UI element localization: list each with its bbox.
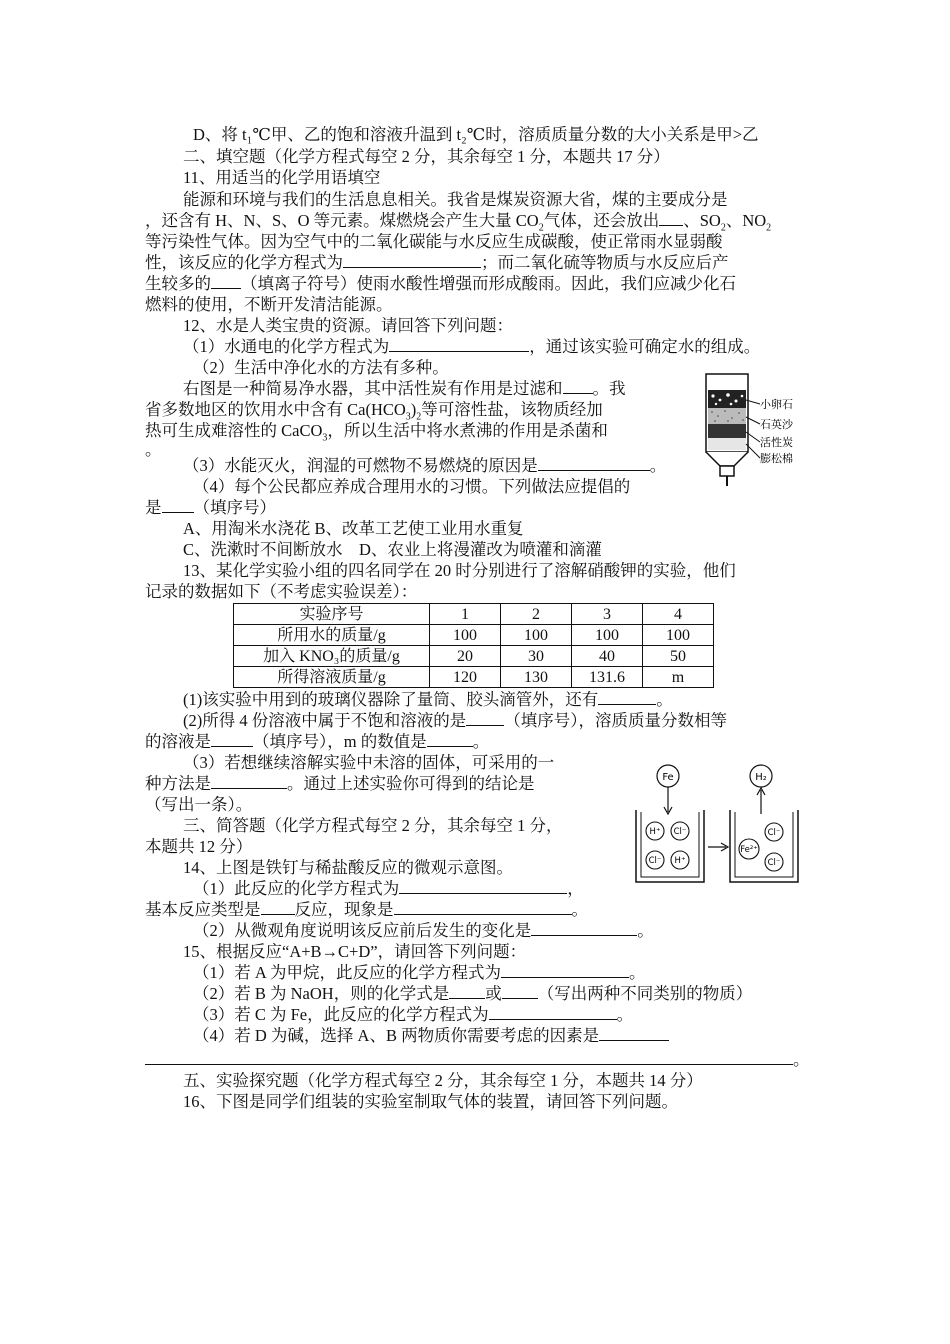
- text-line: 生较多的 （填离子符号）使雨水酸性增强而形成酸雨。因此，我们应减少化石: [145, 274, 736, 293]
- table-cell: 130: [501, 667, 572, 688]
- text-line: 记录的数据如下（不考虑实验误差）：: [145, 582, 418, 601]
- text-line: 等污染性气体。因为空气中的二氧化碳能与水反应生成碳酸，使正常雨水显弱酸: [145, 232, 723, 251]
- text-line: 省多数地区的饮用水中含有 $Ca(HCO_3)_2$等可溶性盐，该物质经加: [145, 400, 603, 423]
- answer-blank[interactable]: [502, 984, 538, 999]
- table-cell: 所得溶液质量/g: [234, 667, 430, 688]
- text-line: ，还含有 H、N、S、O 等元素。煤燃烧会产生大量 $CO_2$气体，还会放出 、$SO_2$、$NO_2$: [145, 211, 772, 234]
- table-row: [234, 667, 714, 688]
- text-line: 燃料的使用，不断开发清洁能源。: [145, 295, 393, 314]
- text-line: (2)所得 4 份溶液中属于不饱和溶液的是 （填序号），溶质质量分数相等: [183, 711, 727, 730]
- text-line: （1）此反应的化学方程式为 ，: [193, 879, 584, 898]
- answer-blank[interactable]: [211, 774, 287, 789]
- text-line: 能源和环境与我们的生活息息相关。我省是煤炭资源大省，煤的主要成分是: [183, 190, 728, 209]
- ion-label: Cl⁻: [648, 856, 662, 866]
- table-cell: 120: [430, 667, 501, 688]
- option-line: C、洗漱时不间断放水 D、农业上将漫灌改为喷灌和滴灌: [183, 540, 602, 559]
- answer-blank[interactable]: [162, 498, 194, 513]
- answer-blank[interactable]: [659, 211, 683, 226]
- answer-blank[interactable]: [501, 963, 629, 978]
- table-cell: m: [643, 667, 714, 688]
- ion-label: Fe²⁺: [740, 845, 758, 855]
- answer-blank[interactable]: [389, 337, 529, 352]
- question-title: 13、某化学实验小组的四名同学在 20 时分别进行了溶解硝酸钾的实验，他们: [183, 561, 736, 580]
- answer-blank[interactable]: [598, 690, 656, 705]
- table-cell: 20: [430, 646, 501, 667]
- table-cell: 所用水的质量/g: [234, 625, 430, 646]
- table-cell: 2: [501, 604, 572, 625]
- table-cell: 100: [643, 625, 714, 646]
- question-title: 12、水是人类宝贵的资源。请回答下列问题：: [183, 316, 513, 335]
- cotton-layer: [708, 438, 746, 450]
- question-title: 11、用适当的化学用语填空: [183, 168, 381, 187]
- section-heading: 三、简答题（化学方程式每空 2 分，其余每空 1 分，: [183, 816, 563, 835]
- text-line: （1）若 A 为甲烷，此反应的化学方程式为 。: [193, 963, 646, 982]
- section-heading: 五、实验探究题（化学方程式每空 2 分，其余每空 1 分，本题共 14 分）: [183, 1071, 703, 1090]
- table-cell: 100: [430, 625, 501, 646]
- hydrogen-label: H₂: [755, 772, 767, 783]
- beaker-left: [636, 810, 704, 882]
- text-line: （4）每个公民都应养成合理用水的习惯。下列做法应提倡的: [193, 477, 631, 496]
- answer-blank[interactable]: [449, 984, 485, 999]
- table-cell: 3: [572, 604, 643, 625]
- text-line: （写出一条）。: [145, 795, 253, 814]
- ion-label: Cl⁻: [767, 828, 781, 838]
- text-line: （3）若 C 为 Fe，此反应的化学方程式为 。: [193, 1005, 634, 1024]
- table-cell: 100: [501, 625, 572, 646]
- table-row: [234, 646, 714, 667]
- text-line: 的溶液是 （填序号），m 的数值是 。: [145, 732, 490, 751]
- filter-label: 膨松棉: [760, 452, 793, 465]
- ion-label: Cl⁻: [673, 827, 687, 837]
- table-cell: 4: [643, 604, 714, 625]
- filter-label: 活性炭: [760, 436, 793, 449]
- iron-label: Fe: [662, 772, 674, 783]
- table-cell: 50: [643, 646, 714, 667]
- answer-blank[interactable]: [261, 900, 295, 915]
- table-cell: 131.6: [572, 667, 643, 688]
- section-heading: 二、填空题（化学方程式每空 2 分，其余每空 1 分，本题共 17 分）: [183, 147, 670, 166]
- ion-label: H⁺: [649, 827, 661, 837]
- text-line: （4）若 D 为碱，选择 A、B 两物质你需要考虑的因素是: [193, 1026, 669, 1046]
- filter-label: 小卵石: [760, 398, 793, 411]
- text-line: 热可生成难溶性的 CaCO$_3$，所以生活中将水煮沸的作用是杀菌和: [145, 421, 608, 444]
- text-line: （2）若 B 为 NaOH，则的化学式是 或 （写出两种不同类别的物质）: [193, 984, 753, 1003]
- answer-blank[interactable]: [427, 732, 473, 747]
- answer-blank[interactable]: [489, 1005, 617, 1020]
- text-line: 性，该反应的化学方程式为 ；而二氧化硫等物质与水反应后产: [145, 253, 729, 272]
- text-line: （3）若想继续溶解实验中未溶的固体，可采用的一: [183, 753, 555, 772]
- text-line: 右图是一种简易净水器，其中活性炭有作用是过滤和 。我: [183, 379, 626, 398]
- answer-blank-long[interactable]: [145, 1046, 793, 1065]
- question-title: 16、下图是同学们组装的实验室制取气体的装置，请回答下列问题。: [183, 1092, 678, 1111]
- ion-label: Cl⁻: [767, 858, 781, 868]
- text-line: (1)该实验中用到的玻璃仪器除了量筒、胶头滴管外，还有 。: [183, 690, 673, 709]
- answer-blank[interactable]: [466, 711, 504, 726]
- reaction-figure: [628, 760, 812, 890]
- question-title: 14、上图是铁钉与稀盐酸反应的微观示意图。: [183, 858, 513, 877]
- filter-label: 石英沙: [760, 418, 793, 431]
- answer-blank[interactable]: [211, 732, 253, 747]
- answer-blank[interactable]: [531, 921, 637, 936]
- table-header-row: [234, 604, 714, 625]
- text-line: 。: [145, 440, 162, 459]
- table-cell: 100: [572, 625, 643, 646]
- section-heading: 本题共 12 分）: [145, 837, 253, 856]
- answer-blank[interactable]: [343, 253, 481, 268]
- text-line: （1）水通电的化学方程式为 ，通过该实验可确定水的组成。: [183, 337, 761, 356]
- ion-label: H⁺: [674, 856, 686, 866]
- carbon-layer: [708, 424, 746, 438]
- text-line: 。: [793, 1050, 810, 1069]
- option-line: A、用淘米水浇花 B、改革工艺使工业用水重复: [183, 519, 524, 538]
- answer-blank[interactable]: [599, 1026, 669, 1041]
- question-title: 15、根据反应“A+B→C+D”，请回答下列问题：: [183, 942, 527, 961]
- text-line: （2）生活中净化水的方法有多种。: [193, 358, 449, 377]
- answer-blank[interactable]: [563, 379, 593, 394]
- text-line: （3）水能灭火，润湿的可燃物不易燃烧的原因是 。: [183, 456, 667, 475]
- answer-blank[interactable]: [394, 900, 572, 915]
- table-cell: 1: [430, 604, 501, 625]
- table-cell: 实验序号: [234, 604, 430, 625]
- sand-layer: [708, 408, 746, 424]
- data-table: [233, 603, 714, 688]
- table-cell: 40: [572, 646, 643, 667]
- pebble-layer: [708, 390, 746, 408]
- table-cell: 30: [501, 646, 572, 667]
- answer-blank[interactable]: [538, 456, 650, 471]
- answer-blank[interactable]: [211, 274, 241, 289]
- text-line: 是 （填序号）: [145, 498, 276, 517]
- text-line: 基本反应类型是 反应，现象是 。: [145, 900, 588, 919]
- water-filter-figure: [700, 370, 832, 500]
- table-cell: 加入 KNO₃的质量/g: [234, 646, 430, 667]
- answer-blank[interactable]: [399, 879, 567, 894]
- text-line: D、将 t₁℃甲、乙的饱和溶液升温到 t₂℃时，溶质质量分数的大小关系是甲>乙: [193, 125, 759, 144]
- table-row: [234, 625, 714, 646]
- text-line: （2）从微观角度说明该反应前后发生的变化是 。: [193, 921, 654, 940]
- text-line: 种方法是 。通过上述实验你可得到的结论是: [145, 774, 535, 793]
